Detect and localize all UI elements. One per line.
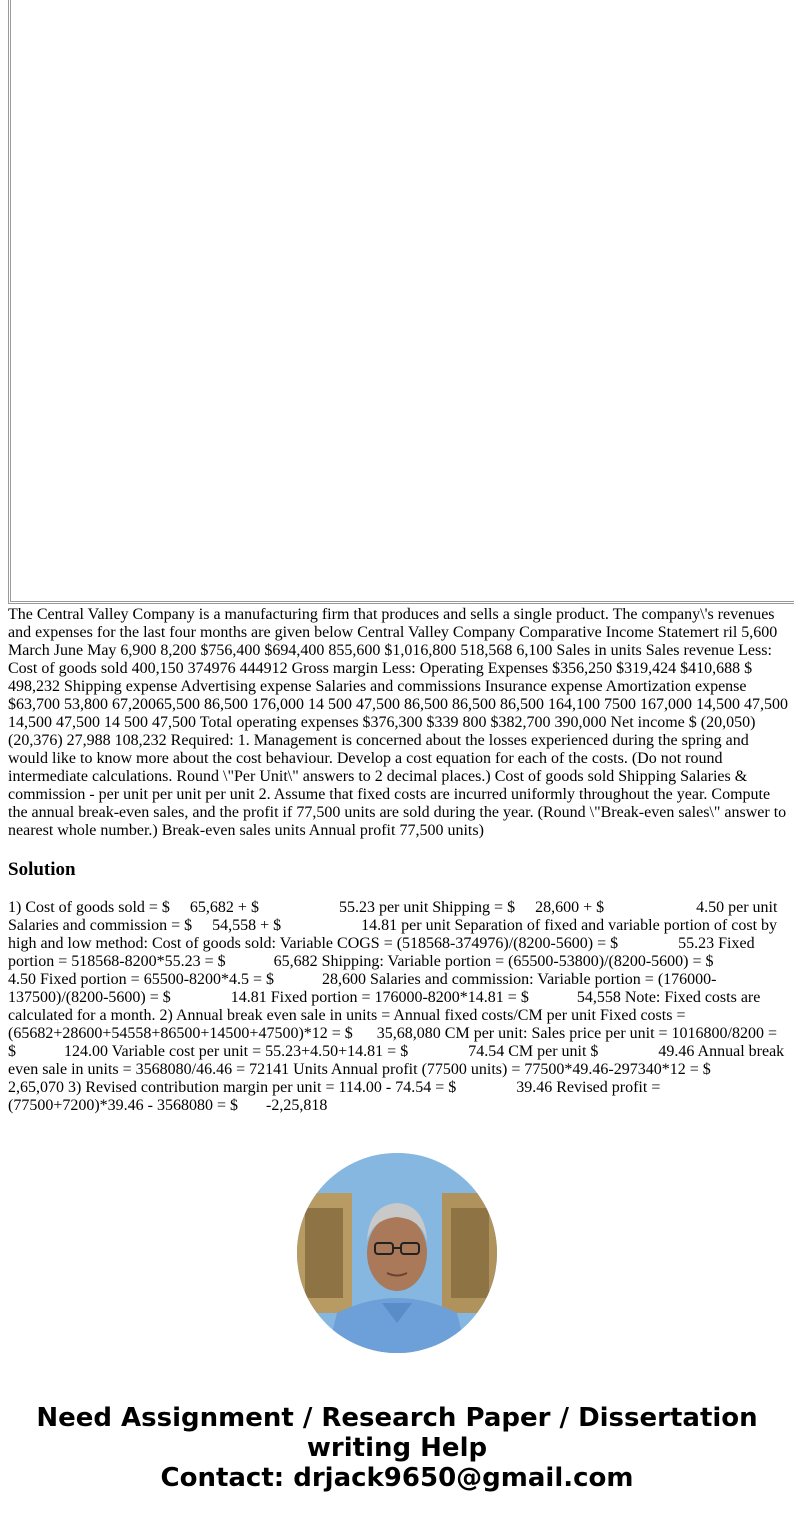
solution-text: 1) Cost of goods sold = $ 65,682 + $ 55.23 per unit Shipping = $ 28,600 + $ 4.50 per unit Salaries and commission = $ 54,558 + $ 14.81 per unit Separation of fixed and variable portion of cost by high and low method: Cost of goods sold: Variable COGS = (518568-374976)/(8200-5600) = $ 55.23 Fixed portion = 518568-8200*55.23 = $ 65,682 Shipping: Variable portion = (65500-53800)/(8200-5600) = $ 4.50 Fixed portion = 65500-8200*4.5 = $ 28,600 Salaries and commission: Variable portion = (176000-137500)/(8200-5600) = $ 14.81 Fixed portion = 176000-8200*14.81 = $ 54,558 Note: Fixed costs are calculated for a month. 2) Annual break even sale in units = Annual fixed costs/CM per unit Fixed costs = (65682+28600+54558+86500+14500+47500)*12 = $ 35,68,080 CM per unit: Sales price per unit = 1016800/8200 = $ 124.00 Variable cost per unit = 55.23+4.50+14.81 = $ 74.54 CM per unit $ 49.46 Annual break even sale in units = 3568080/46.46 = 72141 Units Annual profit (77500 units) = 77500*49.46-297340*12 = $ 2,65,070 3) Revised contribution margin per unit = 114.00 - 74.54 = $ 39.46 Revised profit = (77500+7200)*39.46 - 3568080 = $ -2,25,818: [8, 899, 789, 1114]
embedded-image-frame: [8, 0, 794, 604]
promo-headline: Need Assignment / Research Paper / Dissertation writing Help: [36, 1403, 758, 1463]
promo-contact: Contact: drjack9650@gmail.com: [160, 1463, 634, 1493]
promo-banner: [0, 1403, 794, 1493]
question-text: The Central Valley Company is a manufacturing firm that produces and sells a single product. The company\'s revenues and expenses for the last four months are given below Central Valley Company Comparative Income Statemert ril 5,600 March June May 6,900 8,200 $756,400 $694,400 855,600 $1,016,800 518,568 6,100 Sales in units Sales revenue Less: Cost of goods sold 400,150 374976 444912 Gross margin Less: Operating Expenses $356,250 $319,424 $410,688 $ 498,232 Shipping expense Advertising expense Salaries and commissions Insurance expense Amortization expense $63,700 53,800 67,20065,500 86,500 176,000 14 500 47,500 86,500 86,500 86,500 164,100 7500 167,000 14,500 47,500 14,500 47,500 14 500 47,500 Total operating expenses $376,300 $339 800 $382,700 390,000 Net income $ (20,050) (20,376) 27,988 108,232 Required: 1. Management is concerned about the losses experienced during the spring and would like to know more about the cost behaviour. Develop a cost equation for each of the costs. (Do not round intermediate calculations. Round \"Per Unit\" answers to 2 decimal places.) Cost of goods sold Shipping Salaries & commission - per unit per unit per unit 2. Assume that fixed costs are incurred uniformly throughout the year. Compute the annual break-even sales, and the profit if 77,500 units are sold during the year. (Round \"Break-even sales\" answer to nearest whole number.) Break-even sales units Annual profit 77,500 units): [8, 606, 788, 839]
solution-heading: Solution: [8, 859, 76, 880]
author-avatar: [297, 1153, 497, 1353]
author-portrait-icon: [297, 1153, 497, 1353]
